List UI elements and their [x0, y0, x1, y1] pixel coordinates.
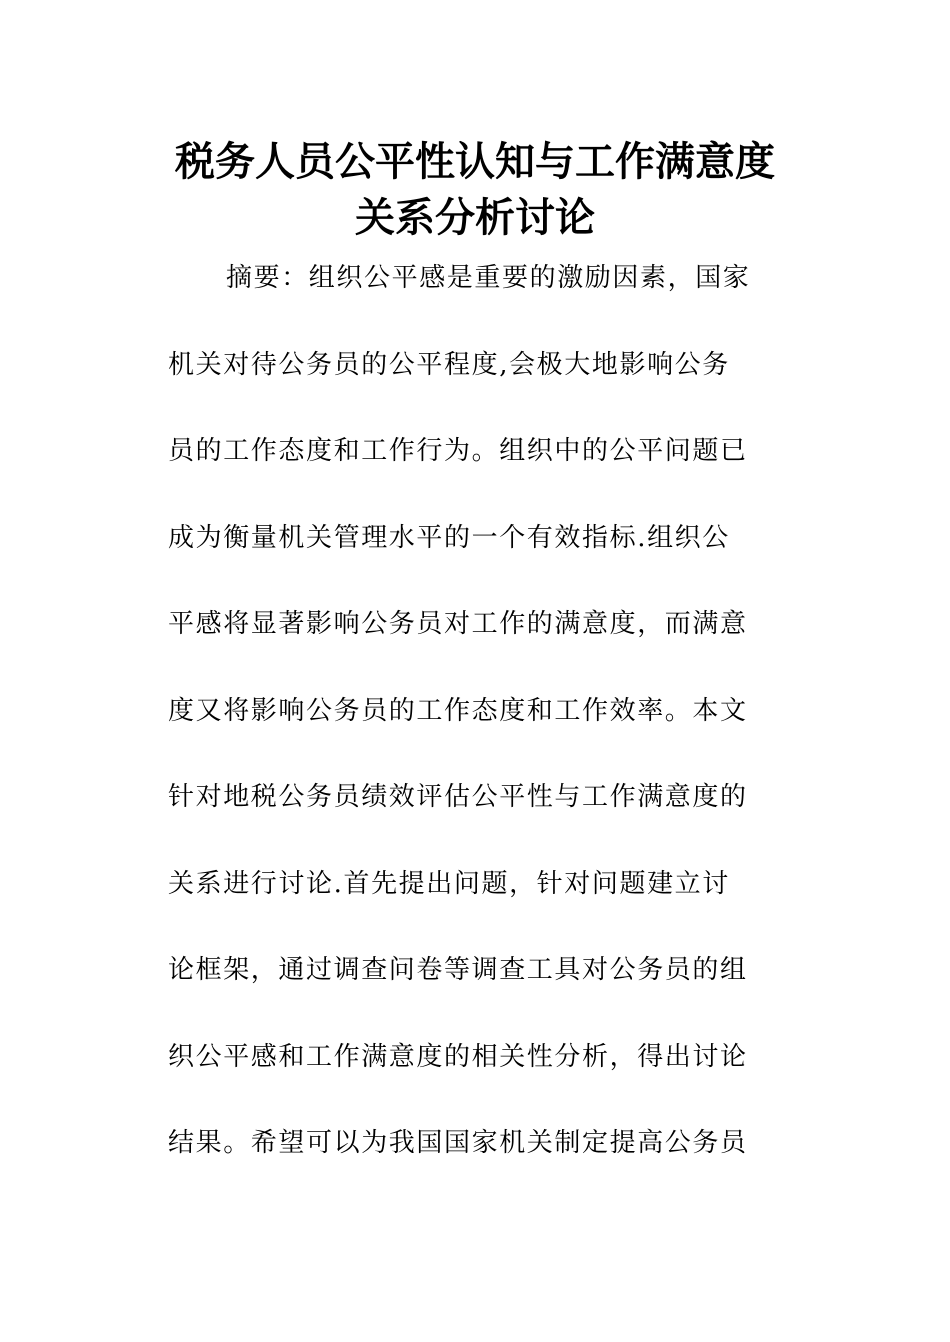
abstract-line: 平感将显著影响公务员对工作的满意度，而满意 [168, 609, 748, 639]
abstract-line: 度又将影响公务员的工作态度和工作效率。本文 [168, 696, 748, 726]
document-title-line-1: 税务人员公平性认知与工作满意度 [175, 139, 775, 185]
abstract-line: 摘要：组织公平感是重要的激励因素，国家 [226, 263, 751, 293]
abstract-line: 针对地税公务员绩效评估公平性与工作满意度的 [168, 782, 748, 812]
abstract-line: 成为衡量机关管理水平的一个有效指标.组织公 [168, 523, 730, 553]
abstract-line: 结果。希望可以为我国国家机关制定提高公务员 [168, 1128, 748, 1158]
abstract-line: 员的工作态度和工作行为。组织中的公平问题已 [168, 436, 748, 466]
abstract-line: 机关对待公务员的公平程度,会极大地影响公务 [168, 350, 730, 380]
document-title-line-2: 关系分析讨论 [355, 195, 595, 241]
abstract-line: 织公平感和工作满意度的相关性分析，得出讨论 [168, 1042, 748, 1072]
abstract-line: 关系进行讨论.首先提出问题，针对问题建立讨 [168, 869, 730, 899]
abstract-line: 论框架，通过调查问卷等调查工具对公务员的组 [168, 955, 748, 985]
